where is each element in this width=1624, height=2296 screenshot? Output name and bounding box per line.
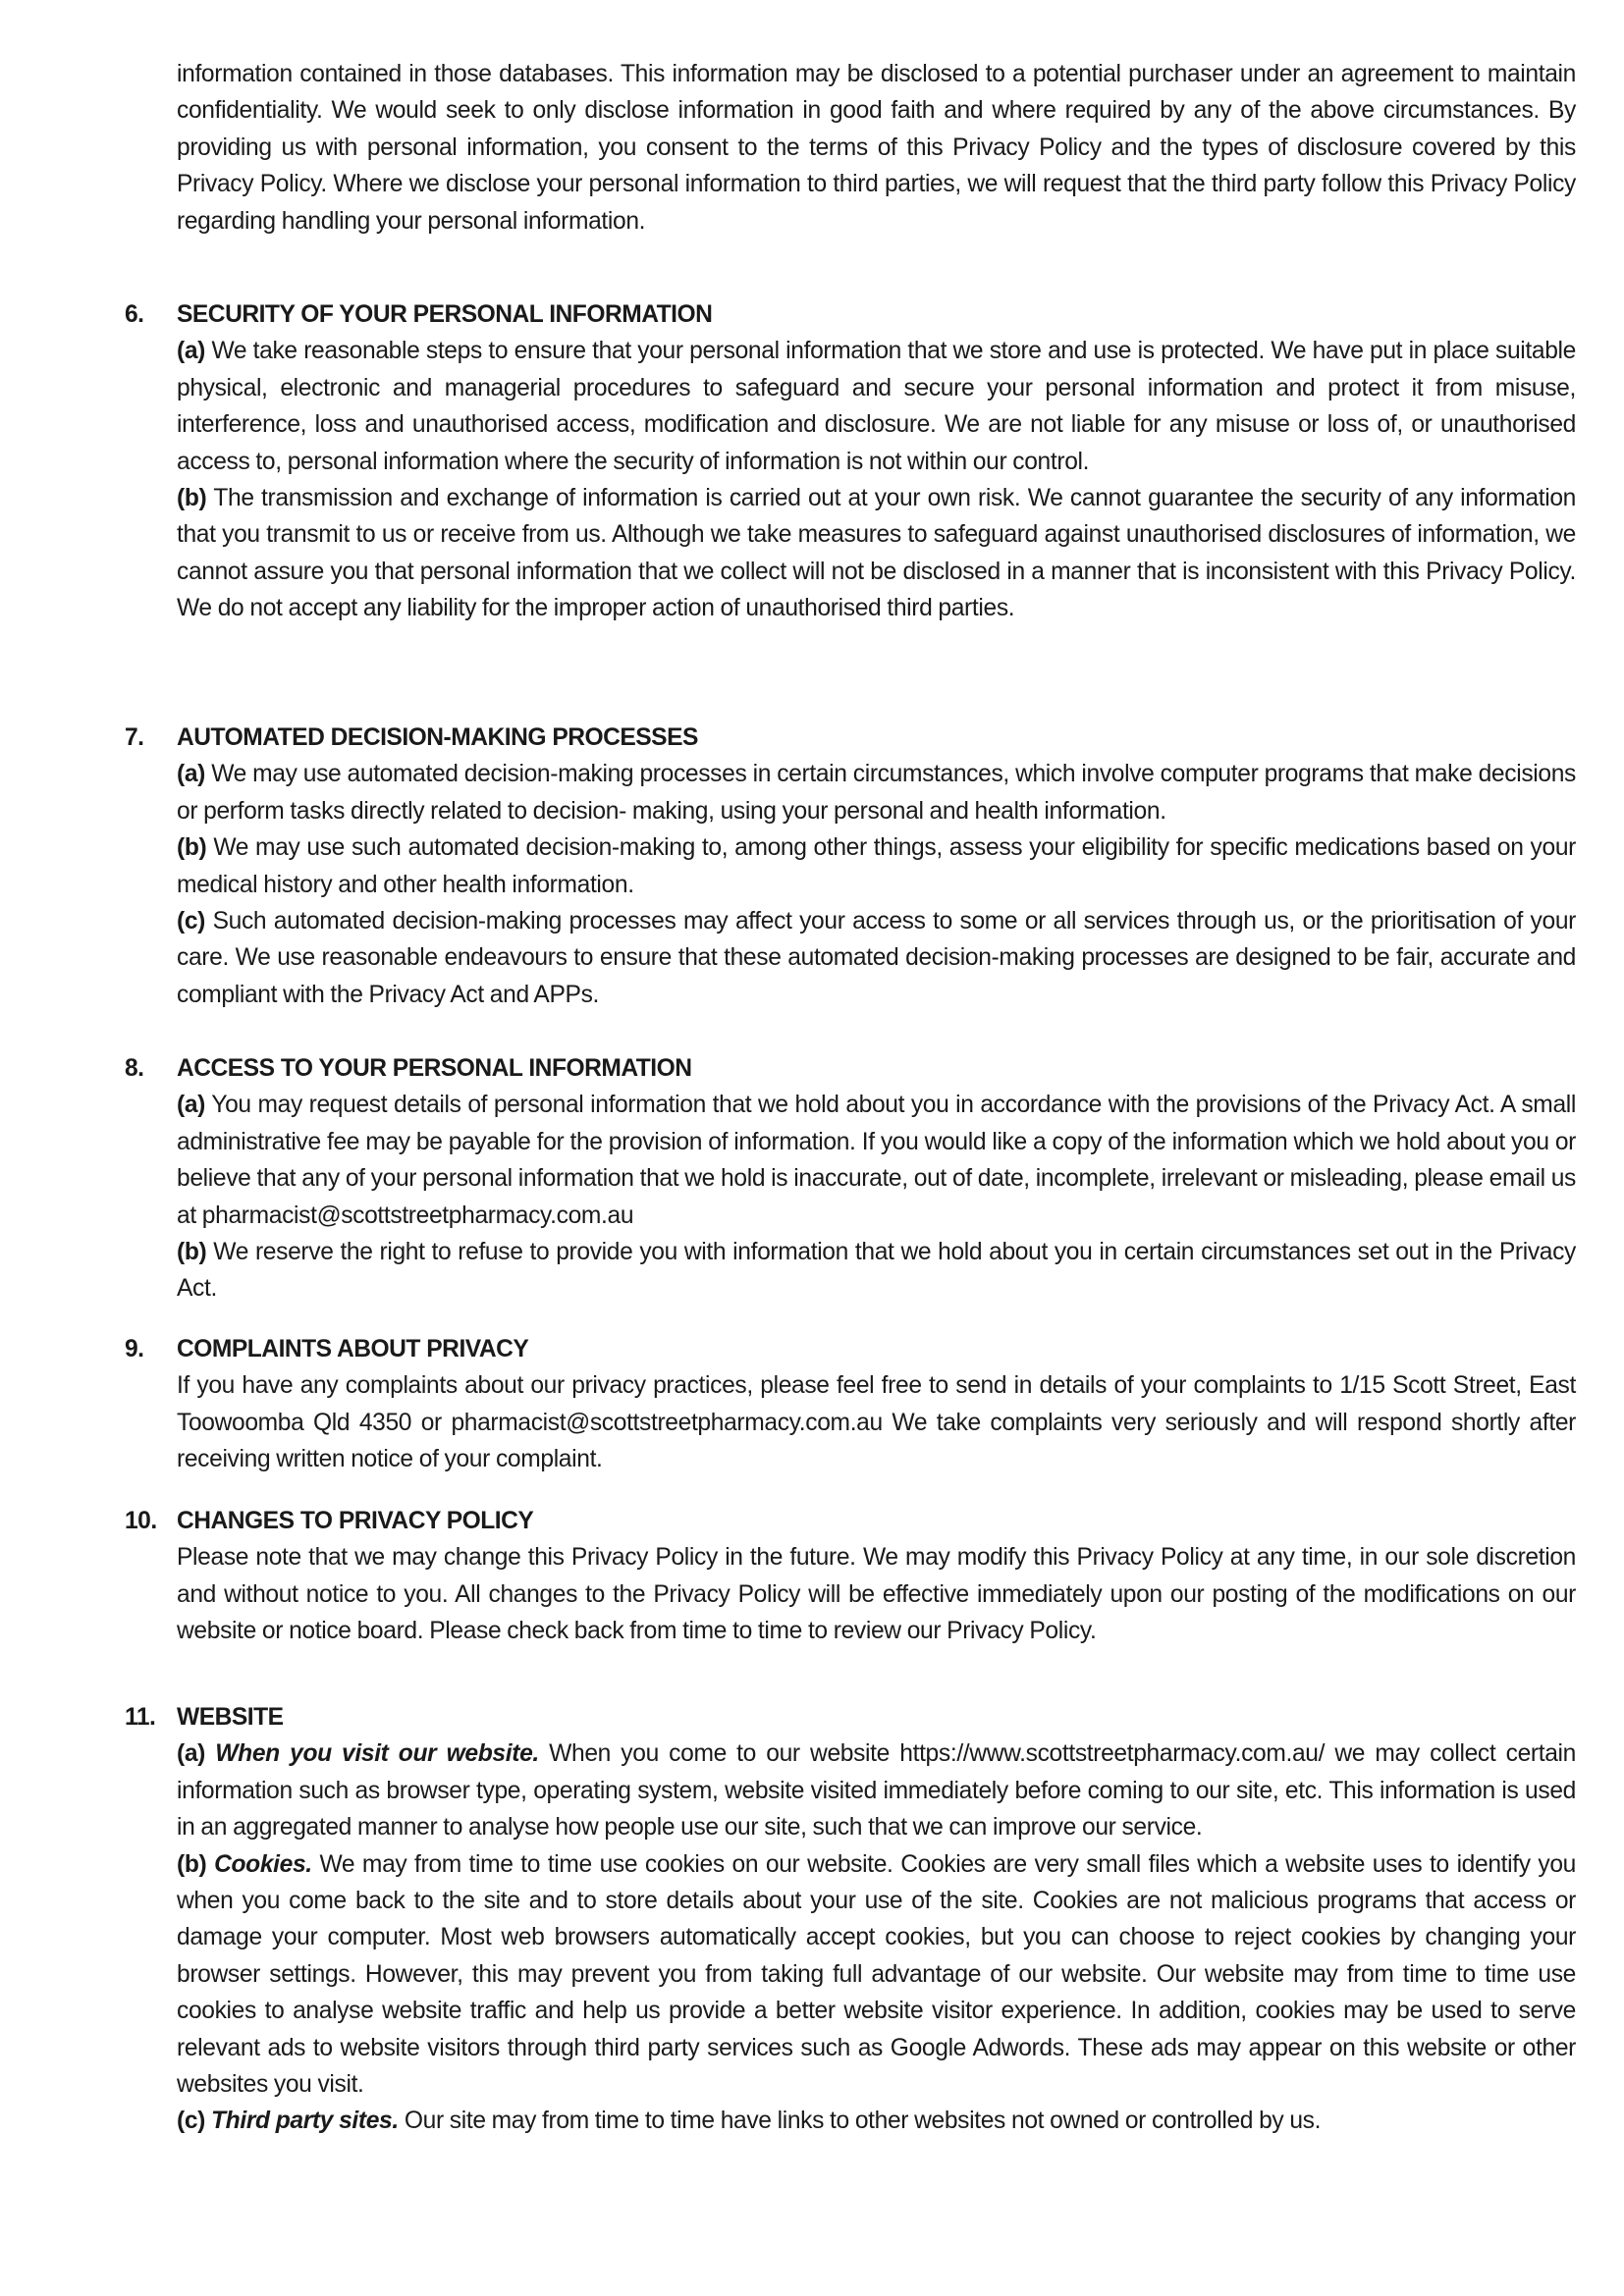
section-heading (125, 1699, 1576, 1735)
section-title: WEBSITE (177, 1704, 284, 1731)
section-number: 11. (125, 1704, 156, 1731)
section-number: 8. (125, 1055, 144, 1082)
section-website (125, 1699, 1576, 2140)
clause-a (177, 333, 1576, 480)
section-body (177, 1735, 1576, 2139)
clause-text: We may use such automated decision-making to, among other things, assess your eligibility for specific medications based on your medical history and other health information. (177, 834, 1576, 898)
clause-label: (a) (177, 1740, 206, 1768)
section-heading (125, 1331, 1576, 1367)
section-heading (125, 296, 1576, 333)
section-heading (125, 1050, 1576, 1087)
clause-label: (b) (177, 1850, 207, 1878)
section-body (177, 1087, 1576, 1307)
clause-subtitle: Cookies. (214, 1850, 312, 1878)
clause-a (177, 1087, 1576, 1234)
section-changes (125, 1503, 1576, 1650)
clause-label: (c) (177, 908, 206, 935)
clause-label: (c) (177, 2108, 206, 2135)
clause-a (177, 1735, 1576, 1845)
clause-text: We may use automated decision-making processes in certain circumstances, which involve computer programs that make decisions or perform tasks directly related to decision- making, using your personal and health information. (177, 761, 1576, 825)
clause-text: The transmission and exchange of information is carried out at your own risk. We cannot guarantee the security of any information that you transmit to us or receive from us. Although we take measures to safeguard against unauthorised disclosures of information, we cannot assure you that personal information that we collect will not be disclosed in a manner that is inconsistent with this Privacy Policy. We do not accept any liability for the improper action of unauthorised third parties. (177, 485, 1576, 622)
clause-subtitle: When you visit our website. (215, 1740, 539, 1768)
section-complaints (125, 1331, 1576, 1478)
clause-text: Such automated decision-making processes may affect your access to some or all services through us, or the prioritisation of your care. We use reasonable endeavours to ensure that these automated decision-making processes are designed to be fair, accurate and compliant with the Privacy Act and APPs. (177, 908, 1576, 1008)
clause-text: We reserve the right to refuse to provide you with information that we hold about you in certain circumstances set out in the Privacy Act. (177, 1239, 1576, 1303)
section-number: 9. (125, 1336, 144, 1362)
section-title: CHANGES TO PRIVACY POLICY (177, 1508, 534, 1534)
clause-label: (a) (177, 761, 206, 788)
clause-label: (b) (177, 834, 207, 862)
section-body (177, 756, 1576, 1013)
clause-text: When you come to our website https://www.scottstreetpharmacy.com.au/ we may collect certain information such as browser type, operating system, website visited immediately before coming to our site, etc. This information is used in an aggregated manner to analyse how people use our site, such that we can improve our service. (177, 1740, 1576, 1842)
intro-paragraph: information contained in those databases. This information may be disclosed to a potential purchaser under an agreement to maintain confidentiality. We would seek to only disclose information in good faith and where required by any of the above circumstances. By providing us with personal information, you consent to the terms of this Privacy Policy and the types of disclosure covered by this Privacy Policy. Where we disclose your personal information to third parties, we will request that the third party follow this Privacy Policy regarding handling your personal information. (177, 61, 1576, 235)
clause-c (177, 2103, 1576, 2139)
section-paragraph: Please note that we may change this Privacy Policy in the future. We may modify this Privacy Policy at any time, in our sole discretion and without notice to you. All changes to the Privacy Policy will be effective immediately upon our posting of the modifications on our website or notice board. Please check back from time to time to review our Privacy Policy. (177, 1544, 1576, 1645)
section-title: COMPLAINTS ABOUT PRIVACY (177, 1336, 529, 1362)
clause-b (177, 1234, 1576, 1308)
section-number: 7. (125, 724, 144, 751)
clause-c (177, 903, 1576, 1013)
clause-text: You may request details of personal information that we hold about you in accordance with the provisions of the Privacy Act. A small administrative fee may be payable for the provision of information. If you would like a copy of the information which we hold about you or believe that any of your personal information that we hold is inaccurate, out of date, incomplete, irrelevant or misleading, please email us at pharmacist@scottstreetpharmacy.com.au (177, 1092, 1576, 1229)
clause-subtitle: Third party sites. (211, 2108, 399, 2135)
clause-text: Our site may from time to time have links to other websites not owned or controlled by us. (398, 2108, 1322, 2135)
section-title: ACCESS TO YOUR PERSONAL INFORMATION (177, 1055, 692, 1082)
section-paragraph: If you have any complaints about our privacy practices, please feel free to send in details of your complaints to 1/15 Scott Street, East Toowoomba Qld 4350 or pharmacist@scottstreetpharmacy.com.au We take complaints very seriously and will respond shortly after receiving written notice of your complaint. (177, 1372, 1576, 1473)
clause-text: We take reasonable steps to ensure that your personal information that we store and use is protected. We have put in place suitable physical, electronic and managerial procedures to safeguard and secure your personal information and protect it from misuse, interference, loss and unauthorised access, modification and disclosure. We are not liable for any misuse or loss of, or unauthorised access to, personal information where the security of information is not within our control. (177, 338, 1576, 475)
clause-label: (b) (177, 485, 207, 512)
clause-label: (b) (177, 1239, 207, 1266)
section-title: AUTOMATED DECISION-MAKING PROCESSES (177, 724, 698, 751)
clause-b (177, 1846, 1576, 2104)
section-number: 10. (125, 1508, 157, 1534)
clause-a (177, 756, 1576, 829)
section-security (125, 296, 1576, 627)
clause-label: (a) (177, 338, 206, 365)
section-heading (125, 720, 1576, 756)
section-body (177, 1539, 1576, 1649)
section-number: 6. (125, 301, 144, 328)
section-body (177, 333, 1576, 626)
section-body (177, 1367, 1576, 1477)
clause-b (177, 480, 1576, 627)
section-heading (125, 1503, 1576, 1539)
section-title: SECURITY OF YOUR PERSONAL INFORMATION (177, 301, 713, 328)
clause-b (177, 829, 1576, 903)
clause-text: We may from time to time use cookies on our website. Cookies are very small files which a website uses to identify you when you come back to the site and to store details about your use of the site. Cookies are not malicious programs that access or damage your computer. Most web browsers automatically accept cookies, but you can choose to reject cookies by changing your browser settings. However, this may prevent you from taking full advantage of our website. Our website may from time to time use cookies to analyse website traffic and help us provide a better website visitor experience. In addition, cookies may be used to serve relevant ads to website visitors through third party services such as Google Adwords. These ads may appear on this website or other websites you visit. (177, 1850, 1576, 2099)
section-automated-decision-making (125, 720, 1576, 1013)
section-access (125, 1050, 1576, 1308)
clause-label: (a) (177, 1092, 206, 1119)
